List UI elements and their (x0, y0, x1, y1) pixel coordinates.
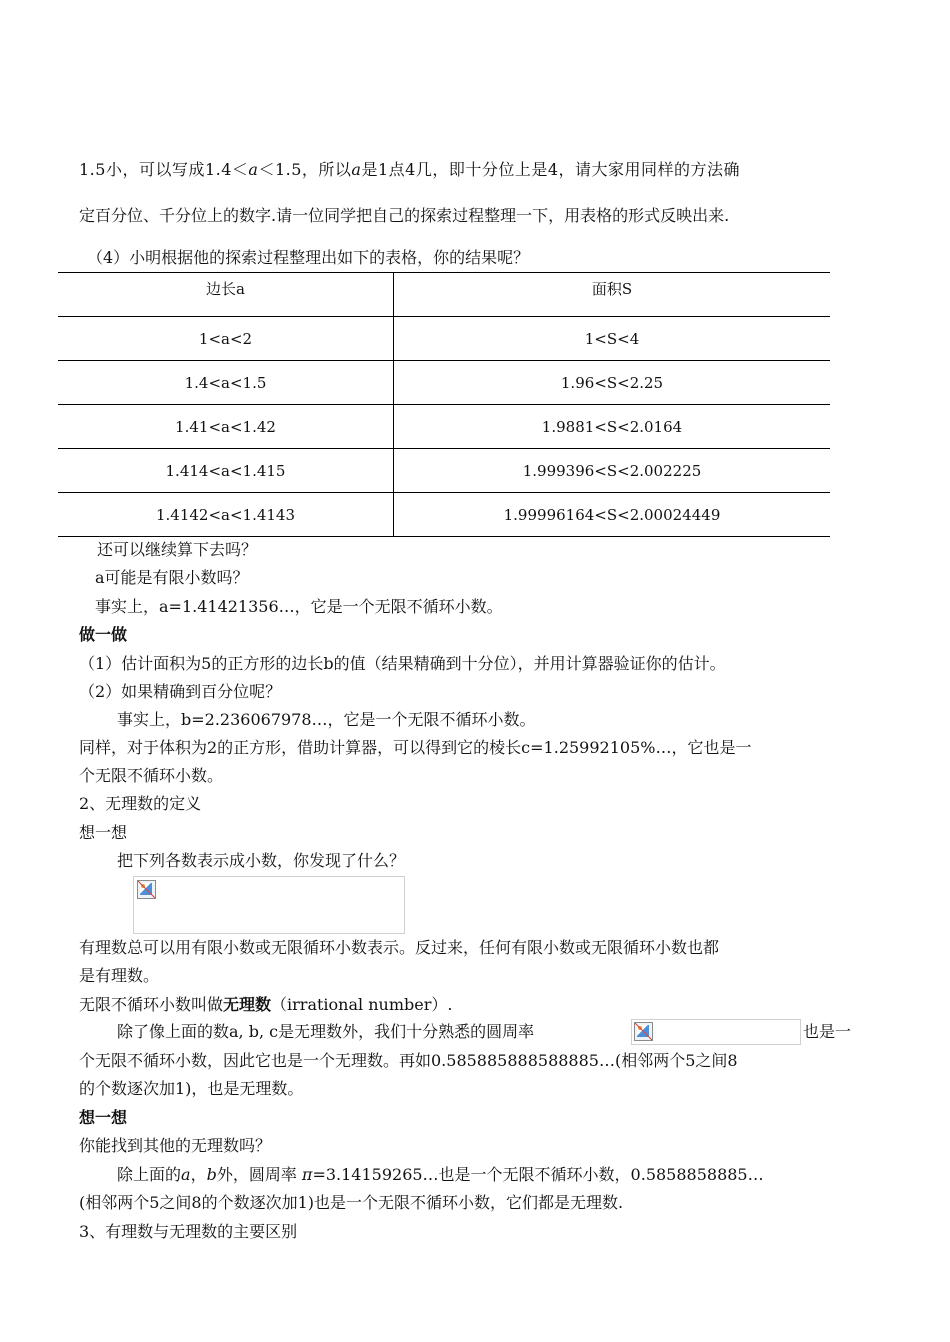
text: 无限不循环小数叫做 (79, 995, 224, 1014)
exercise-item: （1）估计面积为5的正方形的边长b的值（结果精确到十分位），并用计算器验证你的估计。 (79, 654, 726, 673)
text: 除了像上面的数a, b, c是无理数外，我们十分熟悉的圆周率 (117, 1022, 535, 1041)
table-cell: 1.4142<a<1.4143 (58, 493, 394, 537)
broken-image-icon (137, 880, 156, 899)
question-text: 你能找到其他的无理数吗？ (79, 1136, 272, 1155)
table-cell: 1.4<a<1.5 (58, 361, 394, 405)
broken-image-icon (634, 1022, 653, 1041)
table-caption: （4）小明根据他的探索过程整理出如下的表格，你的结果呢？ (87, 248, 530, 267)
text: =3.14159265…也是一个无限不循环小数，0.5858858885… (312, 1165, 764, 1184)
paragraph-line: 个无限不循环小数，因此它也是一个无理数。再如0.585885888588885…(相邻两个5之间8 (79, 1051, 738, 1070)
paragraph-line: 同样，对于体积为2的正方形，借助计算器，可以得到它的棱长c=1.25992105%…，它也是一 (79, 738, 752, 757)
variable-a: a (248, 160, 259, 179)
table-cell: 1.96<S<2.25 (394, 361, 831, 405)
missing-image-placeholder (631, 1019, 801, 1045)
text: 是1点4几，即十分位上是4，请大家用同样的方法确 (361, 160, 740, 179)
missing-image-placeholder (133, 876, 405, 934)
section-title: 3、有理数与无理数的主要区别 (79, 1222, 298, 1241)
table-row (58, 361, 830, 405)
variable-b: b (206, 1165, 217, 1184)
table-header-row (58, 273, 830, 317)
section-heading: 做一做 (79, 625, 128, 644)
text: 1.5小，可以写成1.4＜ (79, 160, 249, 179)
prompt-text: 把下列各数表示成小数，你发现了什么？ (117, 851, 406, 870)
header-cell: 面积S (394, 273, 831, 317)
paragraph-line (117, 1165, 764, 1185)
question-text: 还可以继续算下去吗？ (97, 540, 258, 559)
paragraph-line: 是有理数。 (79, 966, 160, 985)
fact-text: 事实上，b=2.236067978…，它是一个无限不循环小数。 (117, 710, 536, 729)
text: 外，圆周率 (216, 1165, 302, 1184)
text: 除上面的 (117, 1165, 182, 1184)
text: ＜1.5，所以 (258, 160, 352, 179)
text: （irrational number）. (271, 995, 453, 1014)
table-cell: 1.999396<S<2.002225 (394, 449, 831, 493)
paragraph-line: 个无限不循环小数。 (79, 766, 224, 785)
table-cell: 1<a<2 (58, 317, 394, 361)
table-cell: 1.9881<S<2.0164 (394, 405, 831, 449)
pi-symbol: π (301, 1165, 313, 1184)
variable-a: a (181, 1165, 191, 1184)
section-title: 2、无理数的定义 (79, 794, 202, 813)
table-cell: 1.41<a<1.42 (58, 405, 394, 449)
paragraph-line (79, 160, 740, 180)
table-row (58, 317, 830, 361)
defined-term: 无理数 (223, 995, 272, 1014)
table-cell: 1<S<4 (394, 317, 831, 361)
section-heading: 想一想 (79, 1108, 128, 1127)
table-row (58, 405, 830, 449)
side-area-table (58, 272, 830, 537)
exercise-item: （2）如果精确到百分位呢？ (79, 682, 282, 701)
paragraph-line: (相邻两个5之间8的个数逐次加1)也是一个无限不循环小数，它们都是无理数. (79, 1193, 624, 1212)
table-cell: 1.99996164<S<2.00024449 (394, 493, 831, 537)
header-cell: 边长a (58, 273, 394, 317)
definition-line (79, 995, 452, 1015)
variable-a: a (351, 160, 362, 179)
paragraph-line (117, 1022, 534, 1042)
table-row (58, 449, 830, 493)
table-row (58, 493, 830, 537)
paragraph-line: 有理数总可以用有限小数或无限循环小数表示。反过来，任何有限小数或无限循环小数也都 (79, 938, 720, 957)
subheading: 想一想 (79, 823, 128, 842)
text: ， (190, 1165, 207, 1184)
paragraph-line: 的个数逐次加1)，也是无理数。 (79, 1079, 304, 1098)
text: 也是一 (803, 1022, 852, 1041)
fact-text: 事实上，a=1.41421356…，它是一个无限不循环小数。 (95, 597, 503, 616)
question-text: a可能是有限小数吗？ (95, 568, 249, 587)
table-cell: 1.414<a<1.415 (58, 449, 394, 493)
paragraph-line: 定百分位、千分位上的数字.请一位同学把自己的探索过程整理一下，用表格的形式反映出来. (79, 206, 730, 225)
